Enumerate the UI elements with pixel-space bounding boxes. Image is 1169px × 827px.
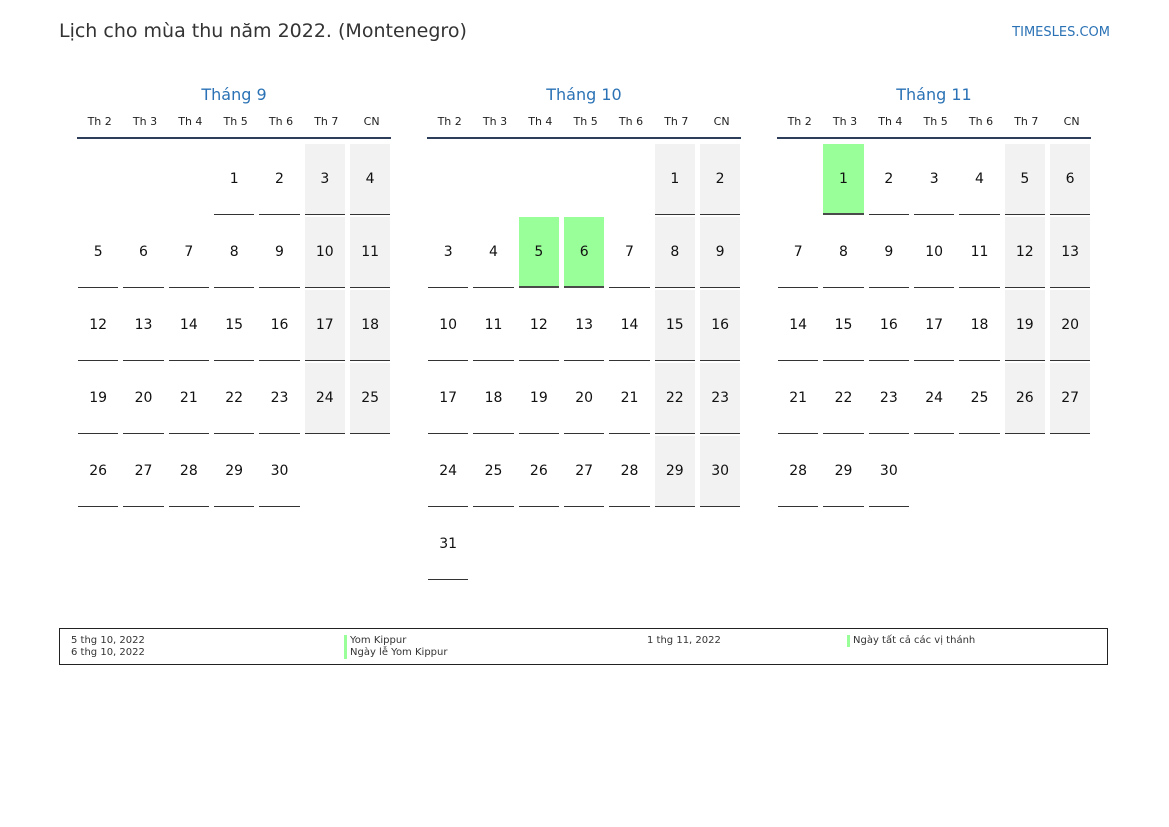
day-cell xyxy=(349,142,394,215)
day-number: 25 xyxy=(473,436,513,507)
day-number: 9 xyxy=(700,217,740,288)
day-number: 10 xyxy=(305,217,345,288)
empty-day-cell xyxy=(608,142,653,215)
day-cell xyxy=(563,288,608,361)
day-number: 3 xyxy=(914,144,954,215)
empty-day-cell xyxy=(168,142,213,215)
day-number: 5 xyxy=(519,217,559,288)
day-number: 23 xyxy=(259,363,299,434)
day-number: 27 xyxy=(123,436,163,507)
day-number: 29 xyxy=(655,436,695,507)
day-number: 26 xyxy=(1005,363,1045,434)
day-number: 2 xyxy=(869,144,909,215)
day-grid xyxy=(77,142,391,507)
day-number: 2 xyxy=(259,144,299,215)
month-september xyxy=(77,84,391,507)
weekday-label: Th 4 xyxy=(528,115,553,128)
day-cell xyxy=(213,142,258,215)
weekday-label: Th 7 xyxy=(314,115,339,128)
day-cell xyxy=(868,361,913,434)
day-number: 25 xyxy=(350,363,390,434)
day-number: 16 xyxy=(869,290,909,361)
day-number: 19 xyxy=(519,363,559,434)
day-number: 11 xyxy=(959,217,999,288)
empty-day-cell xyxy=(777,142,822,215)
day-number: 16 xyxy=(700,290,740,361)
weekday-label: Th 4 xyxy=(878,115,903,128)
day-cell xyxy=(608,361,653,434)
day-number: 7 xyxy=(778,217,818,288)
weekday-label: CN xyxy=(713,115,730,128)
day-number: 16 xyxy=(259,290,299,361)
day-number: 20 xyxy=(1050,290,1090,361)
weekday-label: Th 3 xyxy=(132,115,158,128)
day-cell xyxy=(168,434,213,507)
day-cell xyxy=(168,288,213,361)
day-number: 14 xyxy=(609,290,649,361)
day-cell xyxy=(958,361,1003,434)
day-cell xyxy=(958,215,1003,288)
day-cell xyxy=(777,361,822,434)
day-cell xyxy=(304,361,349,434)
legend-holiday-name: Yom Kippur xyxy=(344,635,406,647)
day-cell xyxy=(258,142,303,215)
day-number: 6 xyxy=(123,217,163,288)
day-cell xyxy=(608,215,653,288)
weekday-label: Th 3 xyxy=(832,115,858,128)
day-number: 7 xyxy=(169,217,209,288)
day-number: 8 xyxy=(214,217,254,288)
day-number: 9 xyxy=(869,217,909,288)
day-cell xyxy=(349,215,394,288)
day-number: 13 xyxy=(564,290,604,361)
holiday-day-cell xyxy=(518,215,563,288)
day-number: 2 xyxy=(700,144,740,215)
weekday-label: Th 5 xyxy=(573,115,598,128)
day-cell xyxy=(349,288,394,361)
day-number: 8 xyxy=(655,217,695,288)
day-cell xyxy=(258,215,303,288)
day-number: 21 xyxy=(778,363,818,434)
day-cell xyxy=(563,434,608,507)
day-cell xyxy=(427,507,472,580)
day-cell xyxy=(868,142,913,215)
day-number: 5 xyxy=(78,217,118,288)
day-number: 14 xyxy=(169,290,209,361)
month-october xyxy=(427,84,741,580)
day-cell xyxy=(913,142,958,215)
day-cell xyxy=(213,288,258,361)
weekday-label: Th 5 xyxy=(923,115,948,128)
day-cell xyxy=(654,215,699,288)
day-cell xyxy=(1049,288,1094,361)
day-cell xyxy=(518,361,563,434)
day-cell xyxy=(349,361,394,434)
page-title: Lịch cho mùa thu năm 2022. (Montenegro) xyxy=(59,20,467,42)
day-number: 4 xyxy=(959,144,999,215)
day-cell xyxy=(563,361,608,434)
month-november xyxy=(777,84,1091,507)
day-grid xyxy=(777,142,1091,507)
day-cell xyxy=(168,361,213,434)
day-cell xyxy=(1004,142,1049,215)
day-number: 6 xyxy=(1050,144,1090,215)
month-title: Tháng 9 xyxy=(201,85,267,104)
day-cell xyxy=(1049,215,1094,288)
weekday-label: Th 3 xyxy=(482,115,508,128)
legend-date: 5 thg 10, 2022 xyxy=(71,635,145,646)
legend-holiday-name: Ngày tất cả các vị thánh xyxy=(847,635,975,647)
day-cell xyxy=(213,434,258,507)
day-cell xyxy=(1004,288,1049,361)
day-number: 1 xyxy=(655,144,695,215)
weekday-label: Th 5 xyxy=(223,115,248,128)
legend-date: 6 thg 10, 2022 xyxy=(71,647,145,658)
weekday-label: Th 6 xyxy=(968,115,994,128)
empty-day-cell xyxy=(427,142,472,215)
day-number: 13 xyxy=(123,290,163,361)
day-number: 27 xyxy=(564,436,604,507)
legend-holiday-name: Ngày lễ Yom Kippur xyxy=(344,647,447,659)
day-cell xyxy=(472,434,517,507)
day-cell xyxy=(822,288,867,361)
day-number: 15 xyxy=(655,290,695,361)
day-number: 21 xyxy=(169,363,209,434)
day-cell xyxy=(958,142,1003,215)
weekday-label: Th 2 xyxy=(787,115,812,128)
day-cell xyxy=(699,434,744,507)
day-cell xyxy=(913,215,958,288)
day-number: 6 xyxy=(564,217,604,288)
day-cell xyxy=(472,288,517,361)
day-number: 15 xyxy=(823,290,863,361)
day-grid xyxy=(427,142,741,580)
day-number: 19 xyxy=(78,363,118,434)
day-number: 27 xyxy=(1050,363,1090,434)
day-cell xyxy=(699,142,744,215)
day-cell xyxy=(472,215,517,288)
day-number: 22 xyxy=(655,363,695,434)
day-cell xyxy=(699,215,744,288)
day-number: 21 xyxy=(609,363,649,434)
day-cell xyxy=(777,288,822,361)
day-cell xyxy=(304,215,349,288)
day-cell xyxy=(304,288,349,361)
day-number: 10 xyxy=(428,290,468,361)
day-number: 1 xyxy=(214,144,254,215)
holiday-day-cell xyxy=(822,142,867,215)
day-cell xyxy=(913,288,958,361)
day-cell xyxy=(304,142,349,215)
day-cell xyxy=(518,434,563,507)
day-cell xyxy=(213,215,258,288)
day-number: 24 xyxy=(305,363,345,434)
day-number: 30 xyxy=(700,436,740,507)
day-cell xyxy=(654,288,699,361)
day-cell xyxy=(518,288,563,361)
day-cell xyxy=(608,434,653,507)
day-number: 28 xyxy=(778,436,818,507)
day-cell xyxy=(77,434,122,507)
day-number: 22 xyxy=(214,363,254,434)
day-cell xyxy=(258,434,303,507)
empty-day-cell xyxy=(518,142,563,215)
day-cell xyxy=(77,215,122,288)
month-title: Tháng 10 xyxy=(546,85,622,104)
day-cell xyxy=(654,361,699,434)
day-number: 14 xyxy=(778,290,818,361)
day-number: 1 xyxy=(823,144,863,215)
day-number: 10 xyxy=(914,217,954,288)
day-cell xyxy=(122,434,167,507)
day-number: 11 xyxy=(350,217,390,288)
day-cell xyxy=(122,361,167,434)
day-number: 23 xyxy=(869,363,909,434)
day-number: 12 xyxy=(519,290,559,361)
day-cell xyxy=(427,288,472,361)
day-cell xyxy=(868,434,913,507)
day-cell xyxy=(168,215,213,288)
day-cell xyxy=(777,434,822,507)
legend-date: 1 thg 11, 2022 xyxy=(647,635,721,646)
day-cell xyxy=(122,215,167,288)
empty-day-cell xyxy=(472,142,517,215)
day-cell xyxy=(427,434,472,507)
day-number: 30 xyxy=(259,436,299,507)
day-cell xyxy=(913,361,958,434)
weekday-label: Th 6 xyxy=(268,115,294,128)
day-cell xyxy=(608,288,653,361)
day-cell xyxy=(472,361,517,434)
day-number: 9 xyxy=(259,217,299,288)
day-number: 3 xyxy=(305,144,345,215)
day-cell xyxy=(699,288,744,361)
empty-day-cell xyxy=(77,142,122,215)
day-number: 12 xyxy=(78,290,118,361)
weekday-label: Th 6 xyxy=(618,115,644,128)
day-cell xyxy=(77,361,122,434)
weekday-label: CN xyxy=(1063,115,1080,128)
weekday-header xyxy=(777,115,1091,139)
day-number: 13 xyxy=(1050,217,1090,288)
day-number: 24 xyxy=(914,363,954,434)
empty-day-cell xyxy=(122,142,167,215)
day-number: 7 xyxy=(609,217,649,288)
day-number: 12 xyxy=(1005,217,1045,288)
day-cell xyxy=(868,215,913,288)
day-cell xyxy=(822,434,867,507)
day-cell xyxy=(822,361,867,434)
day-number: 28 xyxy=(169,436,209,507)
day-number: 18 xyxy=(350,290,390,361)
site-link[interactable]: TIMESLES.COM xyxy=(1012,25,1110,40)
day-cell xyxy=(427,361,472,434)
day-cell xyxy=(1049,361,1094,434)
day-number: 31 xyxy=(428,509,468,580)
day-number: 24 xyxy=(428,436,468,507)
weekday-label: Th 7 xyxy=(664,115,689,128)
day-number: 22 xyxy=(823,363,863,434)
day-number: 30 xyxy=(869,436,909,507)
day-number: 17 xyxy=(914,290,954,361)
day-cell xyxy=(822,215,867,288)
day-cell xyxy=(1004,361,1049,434)
day-number: 11 xyxy=(473,290,513,361)
day-cell xyxy=(958,288,1003,361)
day-cell xyxy=(122,288,167,361)
day-number: 29 xyxy=(823,436,863,507)
day-cell xyxy=(427,215,472,288)
day-number: 18 xyxy=(473,363,513,434)
day-cell xyxy=(654,142,699,215)
day-number: 19 xyxy=(1005,290,1045,361)
weekday-label: Th 2 xyxy=(87,115,112,128)
day-cell xyxy=(77,288,122,361)
day-number: 26 xyxy=(519,436,559,507)
day-cell xyxy=(213,361,258,434)
day-number: 15 xyxy=(214,290,254,361)
day-number: 18 xyxy=(959,290,999,361)
day-cell xyxy=(777,215,822,288)
day-number: 8 xyxy=(823,217,863,288)
day-cell xyxy=(258,361,303,434)
day-number: 5 xyxy=(1005,144,1045,215)
day-cell xyxy=(258,288,303,361)
day-cell xyxy=(654,434,699,507)
day-number: 17 xyxy=(428,363,468,434)
day-number: 4 xyxy=(350,144,390,215)
day-number: 25 xyxy=(959,363,999,434)
day-number: 28 xyxy=(609,436,649,507)
day-cell xyxy=(699,361,744,434)
day-cell xyxy=(1049,142,1094,215)
empty-day-cell xyxy=(563,142,608,215)
day-number: 20 xyxy=(564,363,604,434)
weekday-label: Th 2 xyxy=(437,115,462,128)
weekday-header xyxy=(427,115,741,139)
holiday-legend xyxy=(59,628,1108,665)
month-title: Tháng 11 xyxy=(896,85,972,104)
weekday-header xyxy=(77,115,391,139)
day-number: 20 xyxy=(123,363,163,434)
day-number: 29 xyxy=(214,436,254,507)
weekday-label: CN xyxy=(363,115,380,128)
day-cell xyxy=(868,288,913,361)
holiday-day-cell xyxy=(563,215,608,288)
day-number: 26 xyxy=(78,436,118,507)
day-number: 17 xyxy=(305,290,345,361)
day-number: 4 xyxy=(473,217,513,288)
day-number: 23 xyxy=(700,363,740,434)
weekday-label: Th 4 xyxy=(178,115,203,128)
day-cell xyxy=(1004,215,1049,288)
weekday-label: Th 7 xyxy=(1014,115,1039,128)
day-number: 3 xyxy=(428,217,468,288)
